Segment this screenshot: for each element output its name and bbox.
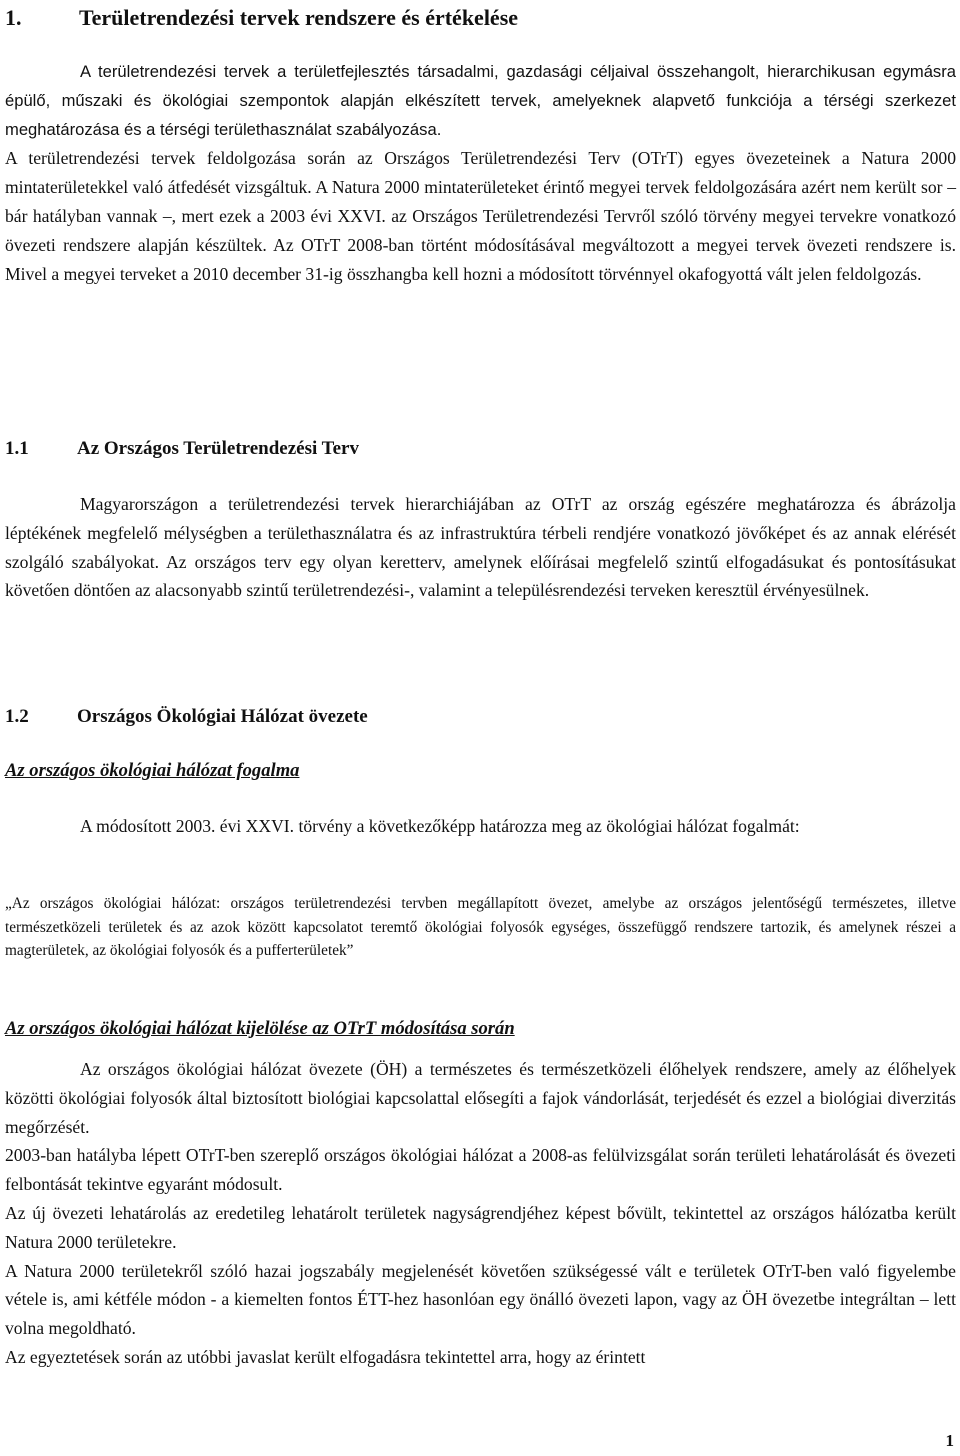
section-1-2-paragraph-4: A Natura 2000 területekről szóló hazai jogszabály megjelenését követően szükségessé vált e területek OTrT-ben való figyelembe vétele is, ami kétféle módon - a kiemelten fontos ÉTT-hez hasonlóan egy önálló övezeti lapon, vagy az ÖH övezetbe integráltan – lett volna megoldható.	[5, 1260, 956, 1339]
section-1-2-title: Országos Ökológiai Hálózat övezete	[77, 706, 368, 727]
chapter-number: 1.	[5, 5, 22, 30]
section-1-2-number: 1.2	[5, 706, 29, 727]
definition-intro-paragraph: A módosított 2003. évi XXVI. törvény a következőképp határozza meg az ökológiai hálózat fogalmát:	[80, 816, 800, 836]
section-1-1-paragraph: Magyarországon a területrendezési tervek hierarchiájában az OTrT az ország egészére meghatározza és ábrázolja léptékének megfelelő mélységben a területhasználatra és az infrastruktúra térbeli rendjére vonatkozó jövőképet és az annak elérését szolgáló szabályokat. Az országos terv egy olyan keretterv, amelynek előírásai megfelelő szintű elfogadásukat és pontosításukat követően döntően az alacsonyabb szintű területrendezési-, valamint a településrendezési terveken keresztül érvényesülnek.	[5, 494, 956, 601]
subheading-kijelolese: Az országos ökológiai hálózat kijelölése az OTrT módosítása során	[5, 1018, 515, 1039]
intro-paragraph-2: A területrendezési tervek feldolgozása során az Országos Területrendezési Terv (OTrT) egyes övezeteinek a Natura 2000 mintaterületekkel való átfedését vizsgáltuk. A Natura 2000 mintaterületeket érintő megyei tervek feldolgozására azért nem került sor – bár hatályban vannak –, mert ezek a 2003 évi XXVI. az Országos Területrendezési Tervről szóló törvény megyei tervekre vonatkozó övezeti rendszere alapján készültek. Az OTrT 2008-ban történt módosításával megváltozott a megyei tervek övezeti rendszere is. Mivel a megyei terveket a 2010 december 31-ig összhangba kell hozni a módosított törvénnyel okafogyottá vált jelen feldolgozás.	[5, 148, 956, 284]
section-1-1-heading	[5, 436, 359, 462]
page-number: 1	[945, 1431, 954, 1450]
section-1-2-paragraph-3: Az új övezeti lehatárolás az eredetileg lehatárolt területek nagyságrendjéhez képest bővült, tekintettel az országos hálózatba került Natura 2000 területekre.	[5, 1202, 956, 1252]
section-1-2-paragraph-1: Az országos ökológiai hálózat övezete (ÖH) a természetes és természetközeli élőhelyek rendszere, amely az élőhelyek közötti ökológiai folyosók által biztosított biológiai kapcsolattal elősegíti a fajok vándorlását, terjedését és ezzel a biológiai diverzitás megőrzését.	[5, 1059, 956, 1137]
definition-quote	[5, 892, 956, 963]
definition-quote-text: „Az országos ökológiai hálózat: országos területrendezési tervben megállapított övezet, amelybe az országos jelentőségű természetes, illetve természetközeli területek és az azok között kapcsolatot teremtő ökológiai folyosók egységes, összefüggő rendszere tartozik, és amelynek részei a magterületek, az ökológiai folyosók és a pufferterületek”	[5, 895, 956, 960]
subheading-fogalma: Az országos ökológiai hálózat fogalma	[5, 760, 300, 781]
section-1-2-heading	[5, 704, 368, 730]
section-1-2-paragraph-2: 2003-ban hatályba lépett OTrT-ben szereplő országos ökológiai hálózat a 2008-as felülvizsgálat során területi lehatárolását és övezeti felbontását tekintve egyaránt módosult.	[5, 1145, 956, 1195]
section-1-2-paragraph-5: Az egyeztetések során az utóbbi javaslat került elfogadásra tekintettel arra, hogy az érintett	[5, 1346, 646, 1367]
chapter-heading	[5, 4, 518, 32]
intro-paragraph-1: A területrendezési tervek a területfejlesztés társadalmi, gazdasági céljaival összehangolt, hierarchikusan egymásra épülő, műszaki és ökológiai szempontok alapján elkészített tervek, amelyeknek alapvető funkciója a térségi szerkezet meghatározása és a térségi területhasználat szabályozása.	[5, 62, 956, 139]
definition-intro	[5, 812, 956, 841]
section-1-1-number: 1.1	[5, 438, 29, 459]
intro-section	[5, 58, 956, 288]
section-1-1-title: Az Országos Területrendezési Terv	[77, 438, 359, 459]
section-1-2-body	[5, 1055, 956, 1372]
chapter-title: Területrendezési tervek rendszere és értékelése	[79, 5, 519, 30]
section-1-1-body	[5, 490, 956, 605]
